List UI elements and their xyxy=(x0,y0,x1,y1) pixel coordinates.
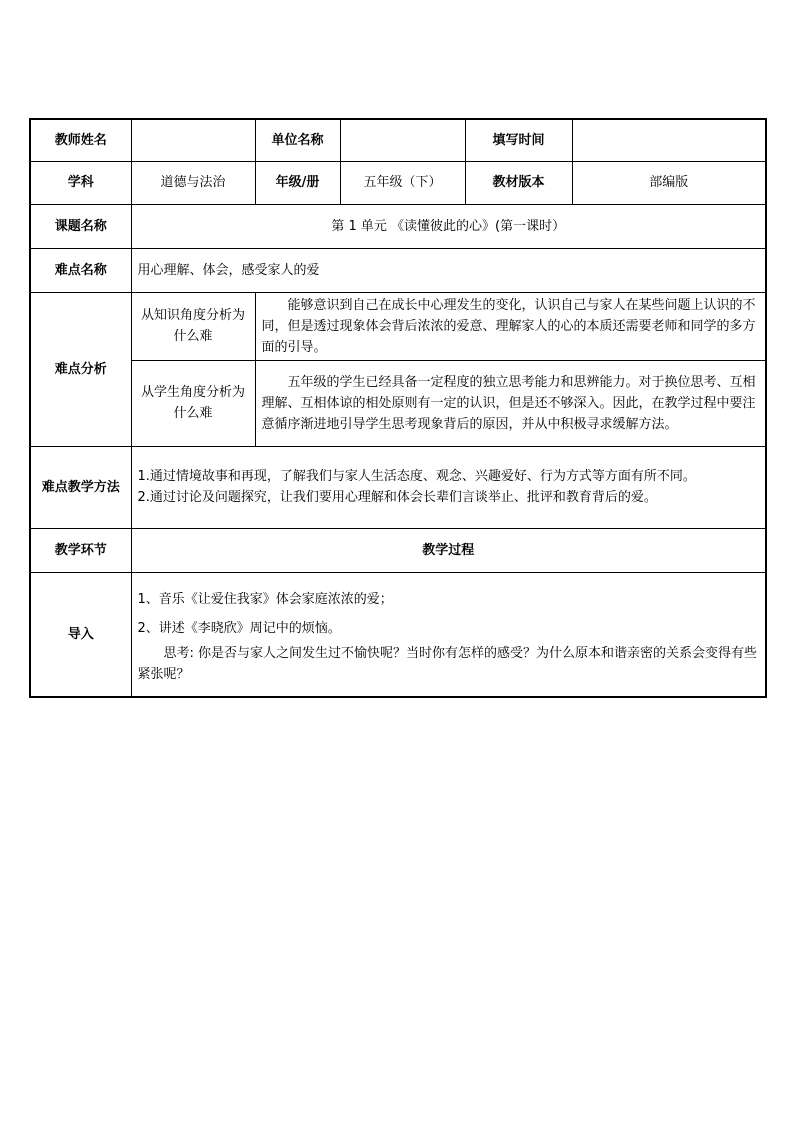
topic-label: 课题名称 xyxy=(30,204,131,248)
method-item-1: 1.通过情境故事和再现，了解我们与家人生活态度、观念、兴趣爱好、行为方式等方面有所不同。 xyxy=(137,469,696,484)
knowledge-angle-label: 从知识角度分析为什么难 xyxy=(131,292,255,360)
topic-row xyxy=(30,204,766,248)
method-label: 难点教学方法 xyxy=(30,446,131,528)
analysis-knowledge-row xyxy=(30,292,766,360)
unit-name-label: 单位名称 xyxy=(255,119,340,161)
edition-value: 部编版 xyxy=(572,161,766,204)
grade-value: 五年级（下） xyxy=(340,161,465,204)
header-row-teacher xyxy=(30,119,766,161)
teacher-name-value xyxy=(131,119,255,161)
method-row xyxy=(30,446,766,528)
fill-date-value xyxy=(572,119,766,161)
student-angle-label: 从学生角度分析为什么难 xyxy=(131,360,255,446)
edition-label: 教材版本 xyxy=(465,161,572,204)
intro-cell xyxy=(131,572,766,697)
process-header-row xyxy=(30,528,766,572)
intro-line-3: 思考: 你是否与家人之间发生过不愉快呢？当时你有怎样的感受？为什么原本和谐亲密的关系会变得有些紧张呢？ xyxy=(137,645,758,682)
analysis-label: 难点分析 xyxy=(30,292,131,446)
analysis-student-row xyxy=(30,360,766,446)
knowledge-angle-cell xyxy=(255,292,766,360)
student-angle-cell xyxy=(255,360,766,446)
student-angle-text: 五年级的学生已经具备一定程度的独立思考能力和思辨能力。对于换位思考、互相理解、互相体谅的相处原则有一定的认识，但是还不够深入。因此，在教学过程中要注意循序渐进地引导学生思考现象背后的原因，并从中积极寻求缓解方法。 xyxy=(261,374,756,432)
difficulty-row xyxy=(30,248,766,292)
lesson-plan-table xyxy=(29,118,767,698)
fill-date-label: 填写时间 xyxy=(465,119,572,161)
method-item-2: 2.通过讨论及问题探究，让我们要用心理解和体会长辈们言谈举止、批评和教育背后的爱。 xyxy=(137,490,657,505)
intro-label: 导入 xyxy=(30,572,131,697)
knowledge-angle-text: 能够意识到自己在成长中心理发生的变化，认识自己与家人在某些问题上认识的不同，但是透过现象体会背后浓浓的爱意、理解家人的心的本质还需要老师和同学的多方面的引导。 xyxy=(261,297,756,355)
unit-name-value xyxy=(340,119,465,161)
difficulty-label: 难点名称 xyxy=(30,248,131,292)
teacher-name-label: 教师姓名 xyxy=(30,119,131,161)
topic-value: 第 1 单元 《读懂彼此的心》(第一课时） xyxy=(131,204,766,248)
subject-label: 学科 xyxy=(30,161,131,204)
intro-line-1: 1、音乐《让爱住我家》体会家庭浓浓的爱； xyxy=(137,591,393,607)
difficulty-value: 用心理解、体会，感受家人的爱 xyxy=(131,248,766,292)
subject-value: 道德与法治 xyxy=(131,161,255,204)
intro-line-2: 2、讲述《李晓欣》周记中的烦恼。 xyxy=(137,620,341,636)
method-cell xyxy=(131,446,766,528)
intro-row xyxy=(30,572,766,697)
process-label: 教学过程 xyxy=(131,528,766,572)
grade-label: 年级/册 xyxy=(255,161,340,204)
header-row-subject xyxy=(30,161,766,204)
stage-label: 教学环节 xyxy=(30,528,131,572)
